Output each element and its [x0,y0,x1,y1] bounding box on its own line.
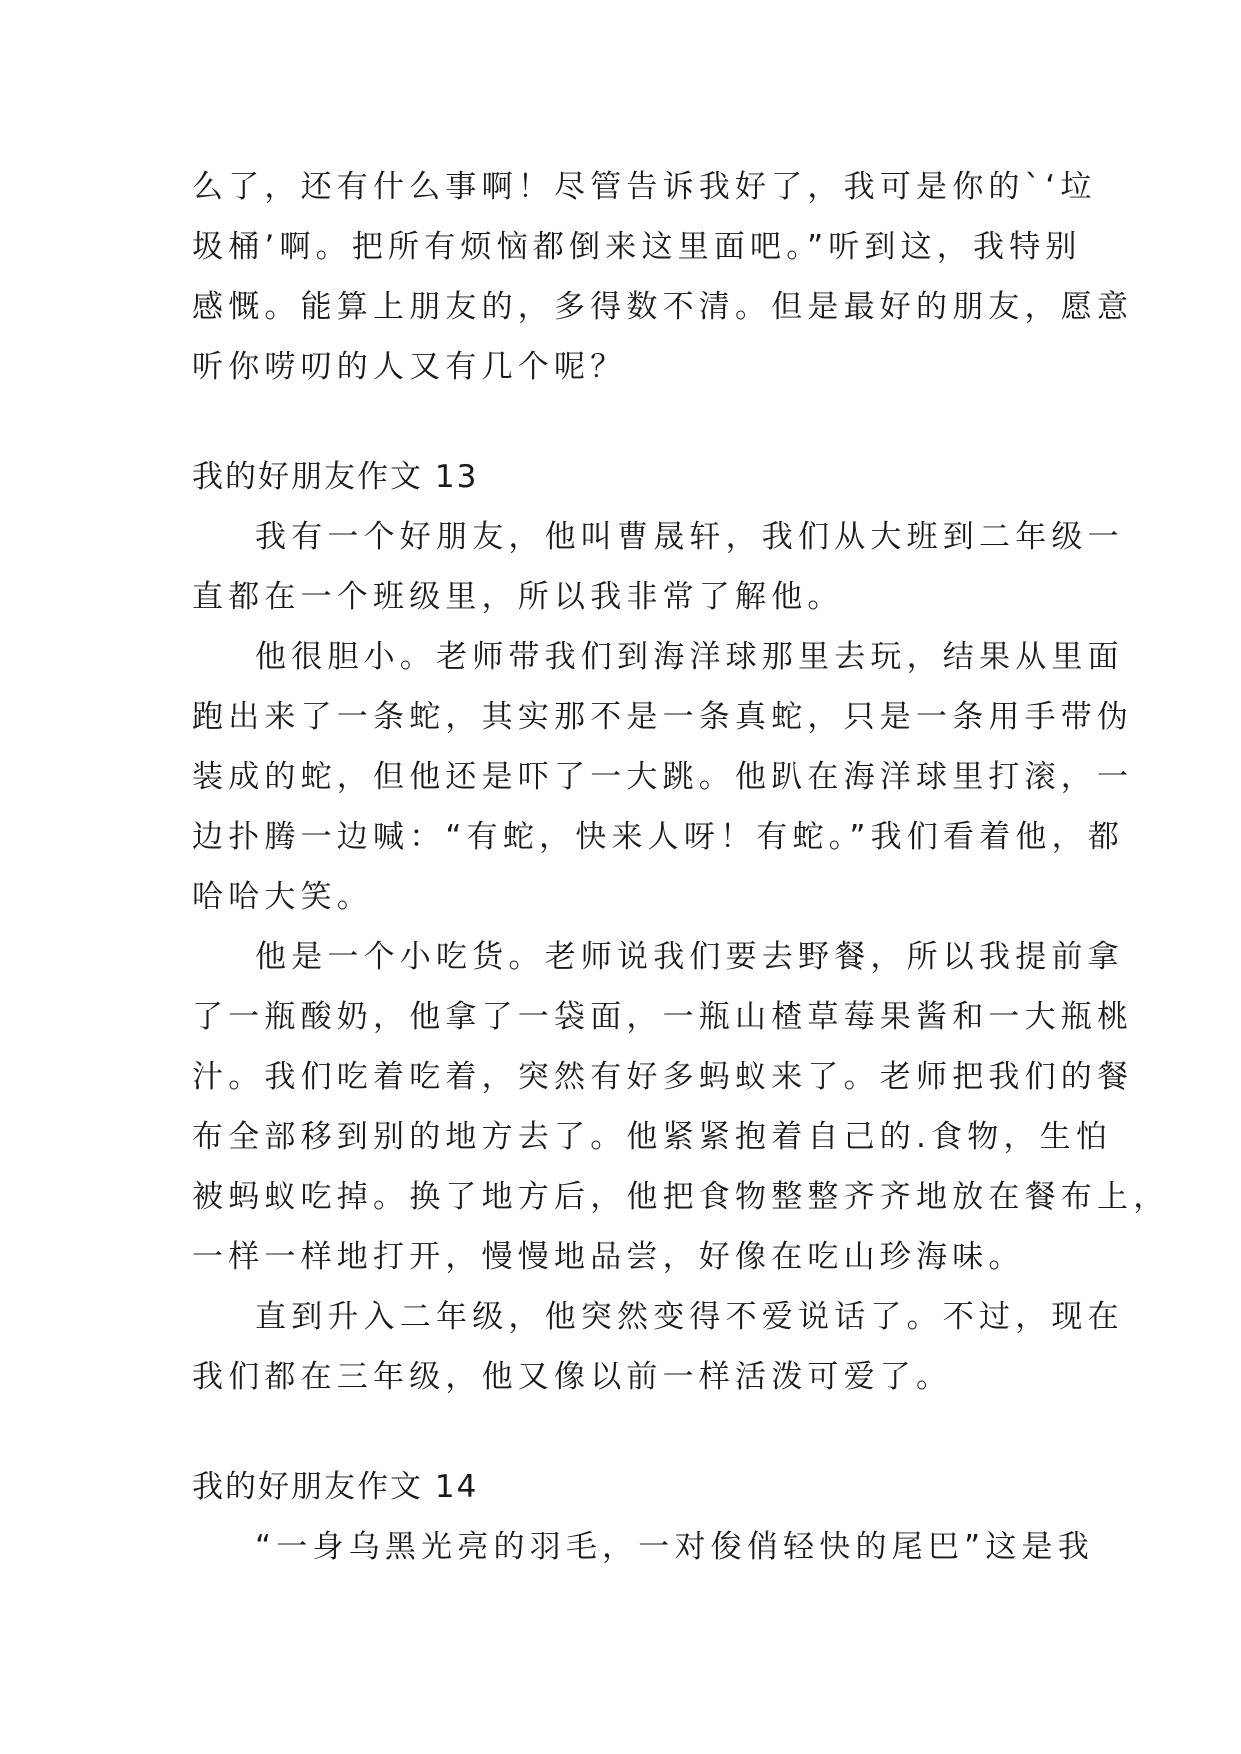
paragraph-line: 了一瓶酸奶，他拿了一袋面，一瓶山楂草莓果酱和一大瓶桃 [192,999,1134,1035]
paragraph-line: 被蚂蚁吃掉。换了地方后，他把食物整整齐齐地放在餐布上， [192,1179,1170,1215]
paragraph-line: 汁。我们吃着吃着，突然有好多蚂蚁来了。老师把我们的餐 [192,1059,1134,1095]
essay-heading: 我的好朋友作文 13 [192,459,479,495]
paragraph-line: 他是一个小吃货。老师说我们要去野餐，所以我提前拿 [255,939,1124,975]
paragraph-line: 感慨。能算上朋友的，多得数不清。但是最好的朋友，愿意 [192,289,1134,325]
essay-heading: 我的好朋友作文 14 [192,1469,479,1505]
paragraph-line: 直到升入二年级，他突然变得不爱说话了。不过，现在 [255,1299,1124,1335]
paragraph-line: 直都在一个班级里，所以我非常了解他。 [192,579,844,615]
paragraph-line: 听你唠叨的人又有几个呢？ [192,349,627,385]
paragraph-line: 我有一个好朋友，他叫曹晟轩，我们从大班到二年级一 [255,519,1124,555]
paragraph-line: 哈哈大笑。 [192,879,373,915]
paragraph-line: 么了，还有什么事啊！尽管告诉我好了，我可是你的`‘垃 [192,169,1097,205]
paragraph-line: 布全部移到别的地方去了。他紧紧抱着自己的.食物，生怕 [192,1119,1113,1155]
paragraph-line: 我们都在三年级，他又像以前一样活泼可爱了。 [192,1359,953,1395]
paragraph-line: 一样一样地打开，慢慢地品尝，好像在吃山珍海味。 [192,1239,1025,1275]
paragraph-line: 装成的蛇，但他还是吓了一大跳。他趴在海洋球里打滚，一 [192,759,1134,795]
paragraph-line: 他很胆小。老师带我们到海洋球那里去玩，结果从里面 [255,639,1124,675]
paragraph-line: 跑出来了一条蛇，其实那不是一条真蛇，只是一条用手带伪 [192,699,1134,735]
paragraph-line: “一身乌黑光亮的羽毛，一对俊俏轻快的尾巴”这是我 [255,1529,1094,1565]
paragraph-line: 圾桶’啊。把所有烦恼都倒来这里面吧。”听到这，我特别 [192,229,1082,265]
paragraph-line: 边扑腾一边喊：“有蛇，快来人呀！有蛇。”我们看着他，都 [192,819,1125,855]
